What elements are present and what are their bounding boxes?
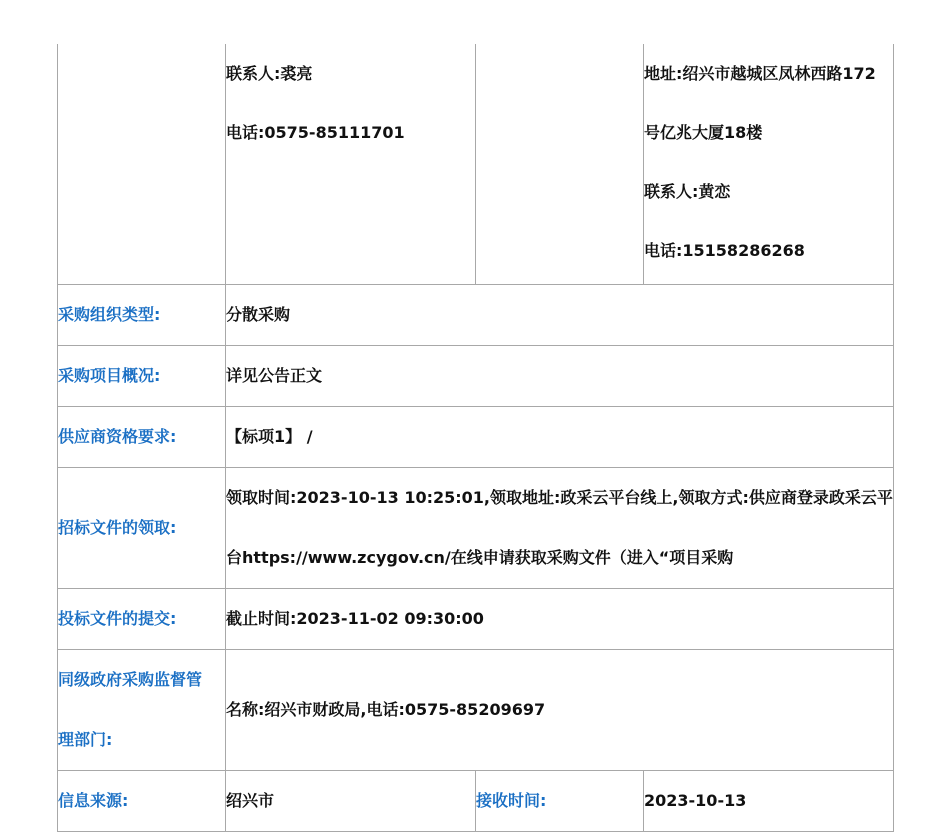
supervision-value: 名称:绍兴市财政局,电话:0575-85209697 [226,649,894,770]
source-label: 信息来源: [58,770,226,831]
qualification-row [58,406,894,467]
contact-row [58,44,894,284]
bid-docs-value [226,467,894,588]
overview-value: 详见公告正文 [226,345,894,406]
overview-label: 采购项目概况: [58,345,226,406]
buyer-contact: 联系人:黄恋 [644,182,731,201]
supervision-row [58,649,894,770]
empty-cell [58,44,226,284]
org-type-label: 采购组织类型: [58,284,226,345]
org-type-row [58,284,894,345]
submission-row [58,588,894,649]
agent-contact: 联系人:裘亮 [226,64,313,83]
overview-row [58,345,894,406]
supervision-label [58,649,226,770]
buyer-address-line2: 号亿兆大厦18楼 [644,123,763,142]
source-row [58,770,894,831]
bid-docs-row [58,467,894,588]
received-time-label: 接收时间: [476,770,644,831]
bid-docs-label: 招标文件的领取: [58,467,226,588]
empty-cell [476,44,644,284]
received-time-value: 2023-10-13 [644,770,894,831]
org-type-value: 分散采购 [226,284,894,345]
agent-phone: 电话:0575-85111701 [226,123,405,142]
qualification-label: 供应商资格要求: [58,406,226,467]
procurement-info-table [57,44,894,832]
qualification-value: 【标项1】 / [226,406,894,467]
buyer-contact-cell [644,44,894,284]
submission-label: 投标文件的提交: [58,588,226,649]
buyer-address-line1: 地址:绍兴市越城区凤林西路172 [644,64,876,83]
bid-docs-value-line2: 台https://www.zcygov.cn/在线申请获取采购文件（进入“项目采购 [226,547,734,567]
bid-docs-value-line1: 领取时间:2023-10-13 10:25:01,领取地址:政采云平台线上,领取方式:供应商登录政采云平 [226,487,893,507]
submission-value: 截止时间:2023-11-02 09:30:00 [226,588,894,649]
buyer-phone: 电话:15158286268 [644,241,805,260]
agent-contact-cell [226,44,476,284]
supervision-label-line1: 同级政府采购监督管 [58,669,203,689]
supervision-label-line2: 理部门: [58,729,113,749]
source-value: 绍兴市 [226,770,476,831]
